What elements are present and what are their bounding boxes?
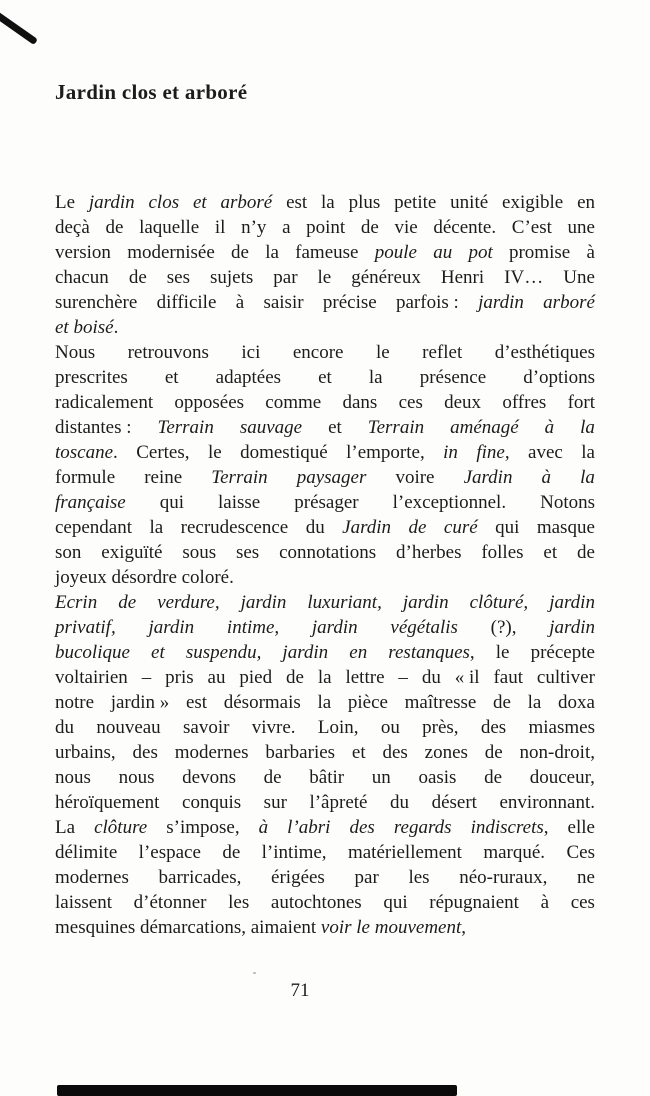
scan-bar-bottom [57, 1085, 457, 1096]
word: Jardin [463, 467, 513, 488]
word: jardin [549, 592, 595, 613]
word: précise [322, 292, 377, 313]
word: nous [118, 767, 155, 788]
word: matériellement [347, 842, 462, 863]
word: de [105, 217, 124, 238]
word: modernisée [127, 242, 215, 263]
text-line [55, 665, 595, 690]
word: exigible [502, 192, 564, 213]
word: lettre [345, 667, 385, 688]
word: bâtir [309, 767, 345, 788]
word: qui [383, 892, 408, 913]
word: qui [159, 492, 185, 513]
word: poule [374, 242, 417, 263]
text-line [55, 865, 595, 890]
word: jardin » [110, 692, 170, 713]
text-line [55, 290, 595, 315]
word: voltairien [55, 667, 128, 688]
word: à [258, 817, 269, 838]
word: La [55, 817, 76, 838]
word: et [328, 417, 342, 438]
word: paysager [296, 467, 367, 488]
word: et [318, 367, 332, 388]
word: et [351, 742, 366, 763]
word: pot [468, 242, 493, 263]
word: la [580, 467, 595, 488]
word: formule [55, 467, 116, 488]
word: à [235, 292, 245, 313]
word: un [371, 767, 391, 788]
word: saisir [263, 292, 304, 313]
word: par [273, 267, 298, 288]
word: masque [536, 517, 595, 538]
word: maîtresse [404, 692, 477, 713]
text-line [55, 815, 595, 840]
word: barricades, [158, 867, 242, 888]
word: sur [263, 792, 287, 813]
text-line [55, 715, 595, 740]
word: à [586, 242, 595, 263]
word: répugnaient [429, 892, 519, 913]
word: toscane. [55, 442, 118, 463]
text-line [55, 390, 595, 415]
word: n’y [241, 217, 267, 238]
word: chacun [55, 267, 109, 288]
text-line [55, 340, 595, 365]
word: le [317, 267, 332, 288]
word: des [382, 742, 408, 763]
word: française [55, 492, 126, 513]
word: est [185, 692, 208, 713]
word: reflet [422, 342, 463, 363]
word: aménagé [450, 417, 519, 438]
word: Henri [440, 267, 485, 288]
word: radicalement [55, 392, 154, 413]
word: environnant. [499, 792, 595, 813]
word: au [433, 242, 453, 263]
word: et [543, 542, 558, 563]
text-line [55, 215, 595, 240]
word: Nous [55, 342, 96, 363]
word: à [541, 467, 552, 488]
word: son [55, 542, 82, 563]
word: d’herbes [396, 542, 462, 563]
word: désert [431, 792, 477, 813]
text-line [55, 840, 595, 865]
paragraph [55, 190, 595, 340]
word: cultiver [536, 667, 595, 688]
word: est [286, 192, 308, 213]
word: présence [419, 367, 487, 388]
word: et [192, 192, 207, 213]
word: offres [502, 392, 547, 413]
word: la [368, 367, 383, 388]
text-line [55, 190, 595, 215]
word: miasmes [528, 717, 595, 738]
word: de [128, 267, 147, 288]
word: plus [348, 192, 381, 213]
word: Le [55, 192, 76, 213]
word: s’impose, [166, 817, 240, 838]
word: faut [493, 667, 523, 688]
scan-mark-corner [0, 11, 38, 45]
word: barbaries [265, 742, 336, 763]
word: désormais [223, 692, 301, 713]
word: vie [394, 217, 418, 238]
word: – [398, 667, 408, 688]
word: douceur, [529, 767, 595, 788]
text-line [55, 540, 595, 565]
word: de [118, 592, 137, 613]
word: pièce [347, 692, 388, 713]
word: reine [144, 467, 183, 488]
word: Ces [566, 842, 595, 863]
word: jardin [240, 592, 287, 613]
word: distantes : [55, 417, 132, 438]
word: C’est [511, 217, 552, 238]
word: au [207, 667, 226, 688]
word: par [354, 867, 379, 888]
word: des [132, 742, 158, 763]
word: néo-ruraux, [459, 867, 548, 888]
word: du [55, 717, 74, 738]
word: avec [528, 442, 563, 463]
text-line: et boisé. [55, 317, 119, 338]
word: curé [443, 517, 478, 538]
text-line [55, 740, 595, 765]
word: la [321, 192, 335, 213]
word: cependant [55, 517, 133, 538]
text-line [55, 265, 595, 290]
word: petite [394, 192, 437, 213]
word: « il [454, 667, 480, 688]
word: Certes, [136, 442, 190, 463]
word: savoir [183, 717, 230, 738]
word: en [577, 192, 595, 213]
word: la [581, 442, 595, 463]
word: clôture [94, 817, 148, 838]
word: Une [563, 267, 595, 288]
word: unité [450, 192, 489, 213]
word: Jardin [342, 517, 392, 538]
text-line [55, 790, 595, 815]
word: de [576, 542, 595, 563]
word: opposées [174, 392, 245, 413]
word: difficile [156, 292, 217, 313]
word: généreux [351, 267, 421, 288]
word: l’abri [287, 817, 331, 838]
word: urbains, [55, 742, 116, 763]
word: le [495, 642, 510, 663]
word: ces [398, 392, 423, 413]
text-line: joyeux désordre coloré. [55, 567, 234, 588]
word: laquelle [139, 217, 200, 238]
word: de [286, 667, 304, 688]
text-line [55, 465, 595, 490]
word: l’âpreté [309, 792, 368, 813]
word: modernes [174, 742, 249, 763]
text-line [55, 240, 595, 265]
text-line [55, 640, 595, 665]
word: pris [165, 667, 194, 688]
word: arboré [543, 292, 595, 313]
word: héroïquement [55, 792, 160, 813]
word: de [222, 842, 241, 863]
word: jardin [148, 617, 195, 638]
word: l’espace [138, 842, 201, 863]
word: de [484, 742, 503, 763]
word: fort [567, 392, 595, 413]
word: d’options [523, 367, 595, 388]
text-line [55, 690, 595, 715]
word: comme [265, 392, 322, 413]
word: jardin [282, 642, 329, 663]
word: le [207, 442, 222, 463]
word: les [408, 867, 430, 888]
word: zones [424, 742, 468, 763]
word: il [214, 217, 226, 238]
word: arboré [220, 192, 273, 213]
word: sous [182, 542, 217, 563]
word: le [375, 342, 390, 363]
word: la [317, 692, 332, 713]
text-line [55, 590, 595, 615]
text-line [55, 490, 595, 515]
word: jardin [402, 592, 449, 613]
word: autochtones [270, 892, 362, 913]
word: laisse [218, 492, 261, 513]
word: notre [55, 692, 95, 713]
word: ou [380, 717, 400, 738]
word: la [265, 242, 279, 263]
word: érigées [271, 867, 325, 888]
word: – [141, 667, 152, 688]
word: Ecrin [55, 592, 98, 613]
word: (?), [490, 617, 517, 638]
word: fameuse [295, 242, 359, 263]
paragraph [55, 340, 595, 590]
word: clôturé, [469, 592, 529, 613]
word: de [493, 692, 511, 713]
word: deux [444, 392, 482, 413]
word: précepte [530, 642, 595, 663]
text-line [55, 415, 595, 440]
word: non-droit, [519, 742, 595, 763]
word: IV… [504, 267, 544, 288]
word: laissent [55, 892, 112, 913]
word: doxa [558, 692, 595, 713]
word: d’étonner [133, 892, 207, 913]
word: bucolique [55, 642, 130, 663]
word: qui [495, 517, 520, 538]
page-number: 71 [290, 980, 310, 1001]
text-line [55, 765, 595, 790]
word: Terrain [211, 467, 268, 488]
word: des [480, 717, 507, 738]
word: à [540, 892, 550, 913]
word: ici [241, 342, 261, 363]
word: la [527, 692, 542, 713]
paragraph [55, 590, 595, 940]
text-line [55, 615, 595, 640]
word: promise [508, 242, 571, 263]
word: nous [55, 767, 91, 788]
word: la [317, 667, 332, 688]
word: végétalis [390, 617, 458, 638]
word: jardin [88, 192, 135, 213]
word: marqué. [483, 842, 546, 863]
word: regards [393, 817, 452, 838]
word: décente. [433, 217, 497, 238]
word: sujets [209, 267, 254, 288]
word: l’intime, [261, 842, 327, 863]
word: ne [577, 867, 595, 888]
word: intime, [226, 617, 280, 638]
word: du [421, 667, 441, 688]
word: in [443, 442, 458, 463]
word: clos [148, 192, 180, 213]
text-line [55, 365, 595, 390]
scan-speck [253, 972, 256, 974]
word: en [349, 642, 368, 663]
text-line [55, 890, 595, 915]
word: ces [570, 892, 595, 913]
word: elle [567, 817, 595, 838]
word: jardin [549, 617, 595, 638]
word: d’esthétiques [494, 342, 595, 363]
word: voire [395, 467, 435, 488]
word: de [231, 242, 249, 263]
word: luxuriant, [307, 592, 382, 613]
word: oasis [418, 767, 457, 788]
word: ses [235, 542, 260, 563]
word: l’emporte, [346, 442, 425, 463]
word: adaptées [215, 367, 282, 388]
word: de [408, 517, 427, 538]
text-line [55, 515, 595, 540]
word: devons [182, 767, 236, 788]
word: ses [166, 267, 190, 288]
word: parfois : [396, 292, 459, 313]
word: de [484, 767, 503, 788]
word: à [544, 417, 555, 438]
word: encore [292, 342, 344, 363]
word: connotations [279, 542, 377, 563]
word: dans [342, 392, 378, 413]
word: les [228, 892, 250, 913]
word: deçà [55, 217, 90, 238]
word: du [390, 792, 410, 813]
word: prescrites [55, 367, 128, 388]
word: surenchère [55, 292, 138, 313]
word: de [263, 767, 282, 788]
word: Loin, [317, 717, 359, 738]
word: retrouvons [127, 342, 209, 363]
word: vivre. [251, 717, 296, 738]
word: a [282, 217, 291, 238]
word: une [567, 217, 595, 238]
word: fine, [476, 442, 510, 463]
word: près, [422, 717, 459, 738]
text-line: mesquines démarcations, aimaient voir le mouvement, [55, 917, 467, 938]
word: des [349, 817, 375, 838]
word: point [306, 217, 346, 238]
word: délimite [55, 842, 118, 863]
word: l’exceptionnel. [392, 492, 507, 513]
word: jardin [478, 292, 524, 313]
word: de [360, 217, 379, 238]
word: la [580, 417, 595, 438]
word: indiscrets, [470, 817, 549, 838]
word: présager [294, 492, 359, 513]
word: Terrain [367, 417, 425, 438]
word: version [55, 242, 111, 263]
body-text [55, 190, 595, 940]
word: recrudescence [180, 517, 289, 538]
word: exiguïté [101, 542, 163, 563]
text-line [55, 440, 595, 465]
word: Notons [540, 492, 595, 513]
word: nouveau [96, 717, 161, 738]
word: et [151, 642, 165, 663]
word: domestiqué [240, 442, 328, 463]
word: conquis [182, 792, 242, 813]
word: privatif, [55, 617, 116, 638]
word: sauvage [239, 417, 303, 438]
chapter-title: Jardin clos et arboré [55, 80, 248, 104]
word: Terrain [157, 417, 214, 438]
word: pied [239, 667, 273, 688]
word: et [164, 367, 179, 388]
word: verdure, [157, 592, 220, 613]
word: restanques, [388, 642, 475, 663]
word: modernes [55, 867, 129, 888]
word: folles [481, 542, 524, 563]
word: suspendu, [185, 642, 262, 663]
word: du [305, 517, 325, 538]
word: la [149, 517, 164, 538]
word: jardin [311, 617, 358, 638]
